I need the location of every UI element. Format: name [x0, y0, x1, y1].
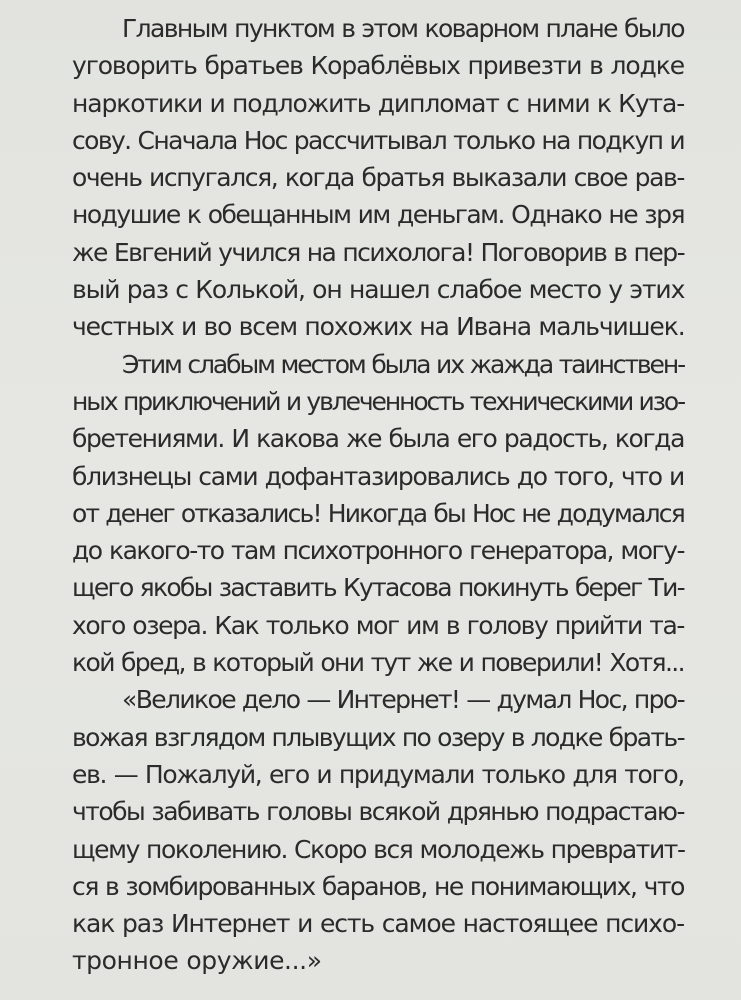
text-line: ся в зомбированных баранов, не понимающих, что — [72, 871, 684, 901]
text-line: до какого-то там психотронного генератора, могу- — [72, 536, 684, 566]
text-line: близнецы сами дофантазировались до того, что и — [72, 461, 684, 491]
text-line: сову. Сначала Нос рассчитывал только на подкуп и — [72, 125, 684, 155]
text-line: ев. — Пожалуй, его и придумали только для того, — [72, 759, 684, 789]
text-line: Главным пунктом в этом коварном плане было — [122, 14, 684, 43]
text-line: бретениями. И какова же была его радость, когда — [72, 424, 684, 454]
text-line: Этим слабым местом была их жажда таинствен- — [122, 349, 684, 379]
text-line: как раз Интернет и есть самое настоящее психо- — [72, 909, 684, 939]
paragraph — [72, 681, 684, 979]
text-line: ных приключений и увлеченность техническими изо- — [72, 386, 684, 416]
text-line: честных и во всем похожих на Ивана мальчишек. — [72, 312, 685, 342]
text-line: вожая взглядом плывущих по озеру в лодке брать- — [72, 722, 684, 752]
text-line: очень испугался, когда братья выказали свое рав- — [72, 163, 684, 193]
text-line: хого озера. Как только мог им в голову прийти та- — [72, 610, 684, 640]
text-line: тронное оружие...» — [72, 946, 322, 976]
text-line: кой бред, в который они тут же и поверили! Хотя... — [72, 648, 684, 678]
paragraph — [72, 10, 684, 346]
text-line: вый раз с Колькой, он нашел слабое место у этих — [72, 275, 685, 305]
text-line: от денег отказались! Никогда бы Нос не додумался — [72, 498, 684, 528]
text-line: щему поколению. Скоро вся молодежь превратит- — [72, 834, 685, 864]
text-line: щего якобы заставить Кутасова покинуть берег Ти- — [72, 573, 684, 603]
text-line: нодушие к обещанным им деньгам. Однако не зря — [72, 200, 684, 230]
text-line: наркотики и подложить дипломат с ними к Кута- — [72, 88, 685, 118]
text-line: уговорить братьев Кораблёвых привезти в лодке — [72, 51, 684, 81]
page-text — [72, 10, 684, 980]
text-line: же Евгений учился на психолога! Поговорив в пер- — [72, 237, 685, 267]
text-line: чтобы забивать головы всякой дрянью подрастаю- — [72, 797, 684, 827]
paragraph — [72, 346, 684, 682]
text-line: «Великое дело — Интернет! — думал Нос, про- — [122, 685, 684, 715]
